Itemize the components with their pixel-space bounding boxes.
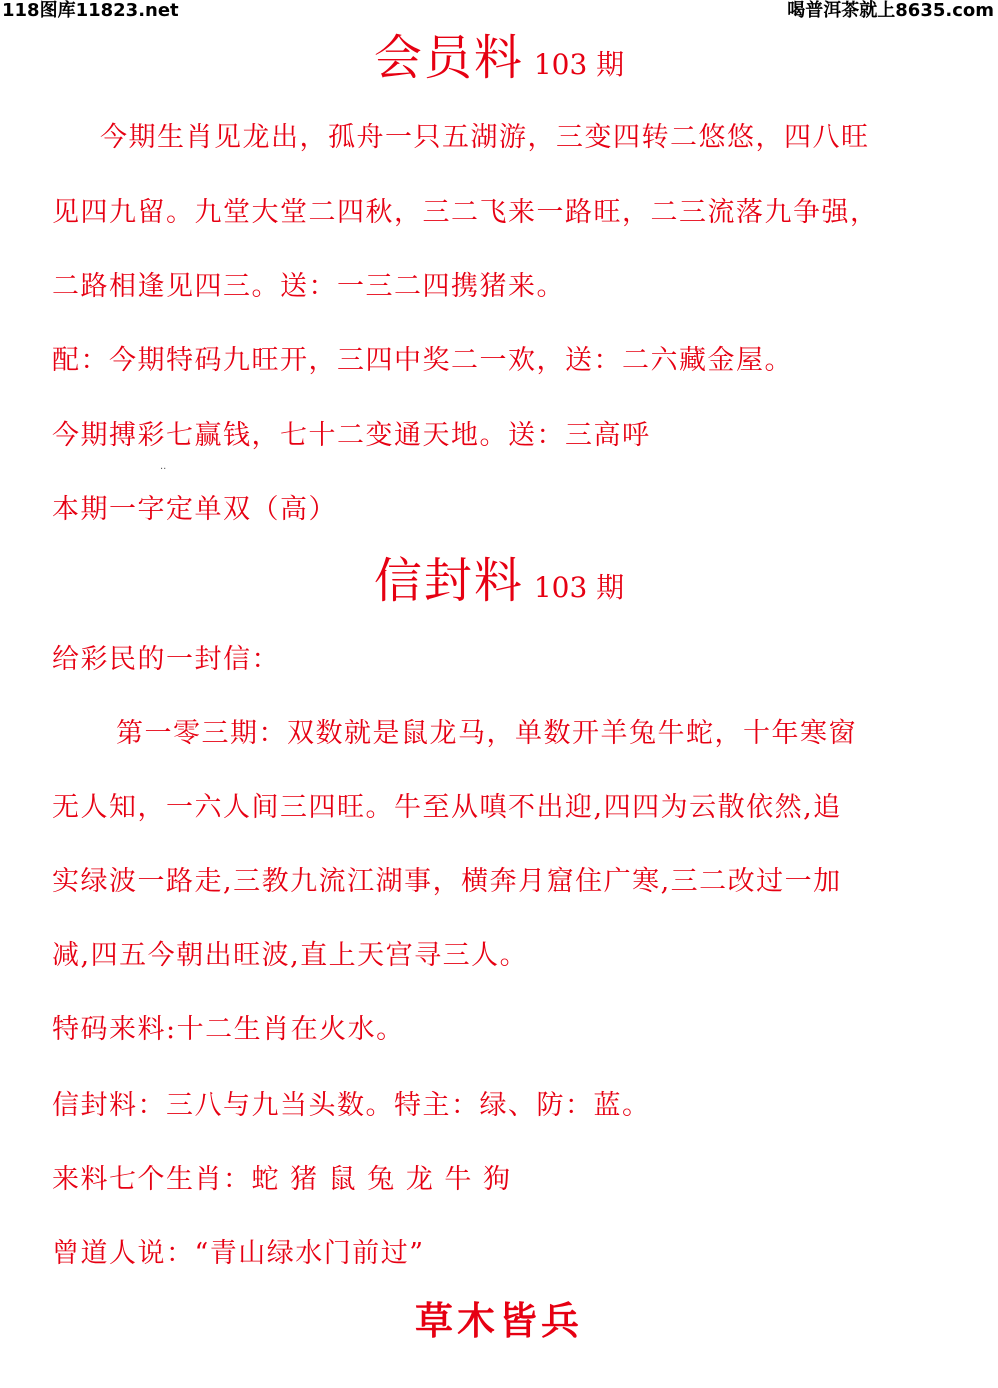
envelope-line-9: 曾道人说：“青山绿水门前过” (52, 1238, 425, 1269)
envelope-line-5: 减,四五今朝出旺波,直上天宫寻三人。 (52, 940, 529, 971)
envelope-line-7: 信封料：三八与九当头数。特主：绿、防：蓝。 (52, 1090, 651, 1121)
section-title-text: 会员料 (373, 30, 524, 86)
member-line-2: 见四九留。九堂大堂二四秋，三二飞来一路旺，二三流落九争强， (52, 197, 879, 228)
envelope-line-1: 给彩民的一封信： (52, 644, 280, 675)
site-watermark-right: 喝普洱茶就上8635.com (787, 0, 994, 21)
top-bar (0, 0, 998, 24)
speck-mark: ·· (160, 464, 167, 475)
envelope-line-8: 来料七个生肖：蛇 猪 鼠 兔 龙 牛 狗 (52, 1164, 512, 1195)
section-title-envelope (0, 553, 998, 609)
member-line-5: 今期搏彩七赢钱，七十二变通天地。送：三高呼 (52, 420, 651, 451)
member-line-1: 今期生肖见龙出，孤舟一只五湖游，三变四转二悠悠，四八旺 (100, 122, 870, 153)
envelope-line-6: 特码来料:十二生肖在火水。 (52, 1014, 405, 1045)
section-title-grass (0, 1298, 998, 1343)
issue-number: 103 期 (533, 48, 625, 81)
member-line-4: 配：今期特码九旺开，三四中奖二一欢，送：二六藏金屋。 (52, 345, 793, 376)
member-line-6: 本期一字定单双（高） (52, 494, 337, 525)
envelope-line-3: 无人知，一六人间三四旺。牛至从嗔不出迎,四四为云散依然,追 (52, 792, 842, 823)
issue-number: 103 期 (533, 571, 625, 604)
member-line-3: 二路相逢见四三。送：一三二四携猪来。 (52, 271, 565, 302)
section-title-member (0, 30, 998, 86)
site-watermark-left: 118图库11823.net (2, 0, 179, 21)
section-title-text: 草木皆兵 (414, 1298, 583, 1343)
envelope-line-2: 第一零三期：双数就是鼠龙马，单数开羊兔牛蛇，十年寒窗 (116, 718, 857, 749)
section-title-text: 信封料 (373, 553, 524, 609)
envelope-line-4: 实绿波一路走,三教九流江湖事，横奔月窟住广寒,三二改过一加 (52, 866, 842, 897)
